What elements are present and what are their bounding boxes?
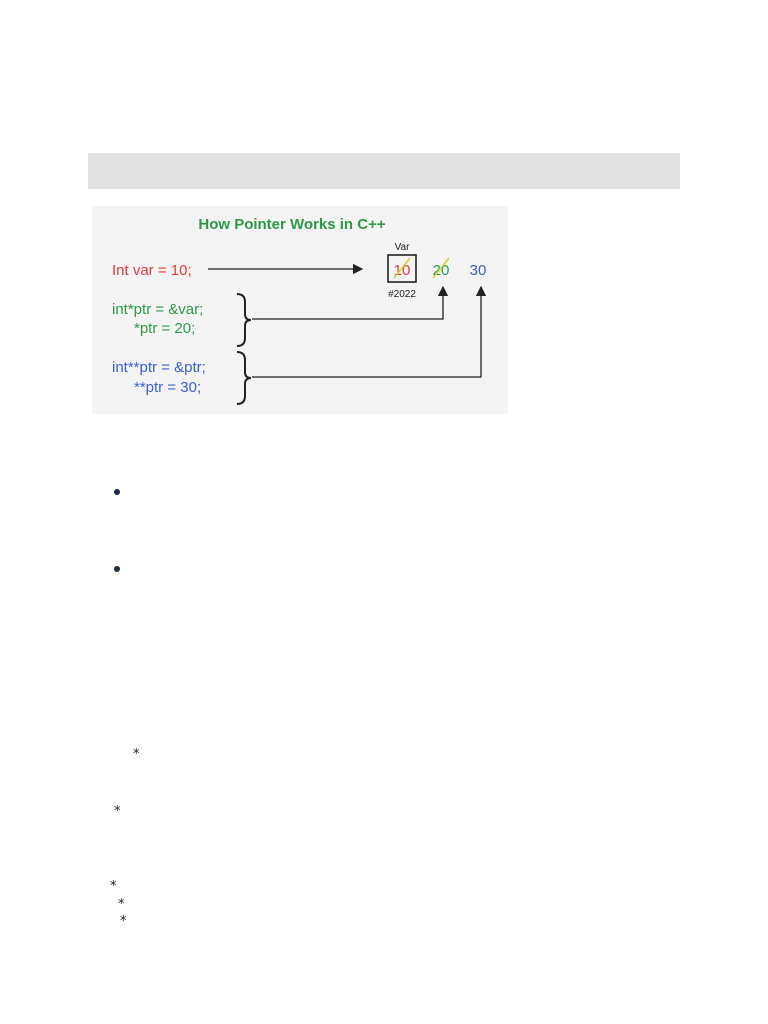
code-line-2a: int*ptr = &var;	[112, 301, 204, 318]
value-10: 10	[393, 262, 411, 279]
asterisk-mark: *	[110, 879, 117, 894]
var-label: Var	[394, 242, 410, 253]
asterisk-mark: *	[118, 897, 125, 912]
header-bar	[88, 153, 680, 189]
address-label: #2022	[388, 289, 416, 300]
arrow-to-30	[252, 287, 481, 377]
asterisk-mark: *	[120, 914, 127, 929]
code-line-3a: int**ptr = &ptr;	[112, 359, 206, 376]
value-20: 20	[432, 262, 450, 279]
bullet-point	[114, 489, 120, 495]
brace-2	[237, 352, 251, 404]
asterisk-mark: *	[114, 804, 121, 819]
pointer-diagram	[92, 206, 508, 414]
brace-1	[237, 294, 251, 346]
asterisk-mark: *	[133, 747, 140, 762]
value-30: 30	[469, 262, 487, 279]
diagram-title: How Pointer Works in C++	[198, 216, 386, 233]
bullet-point	[114, 566, 120, 572]
pointer-diagram-svg	[92, 206, 508, 414]
code-line-1: Int var = 10;	[112, 262, 192, 279]
code-line-2b: *ptr = 20;	[134, 320, 196, 337]
code-line-3b: **ptr = 30;	[134, 379, 202, 396]
